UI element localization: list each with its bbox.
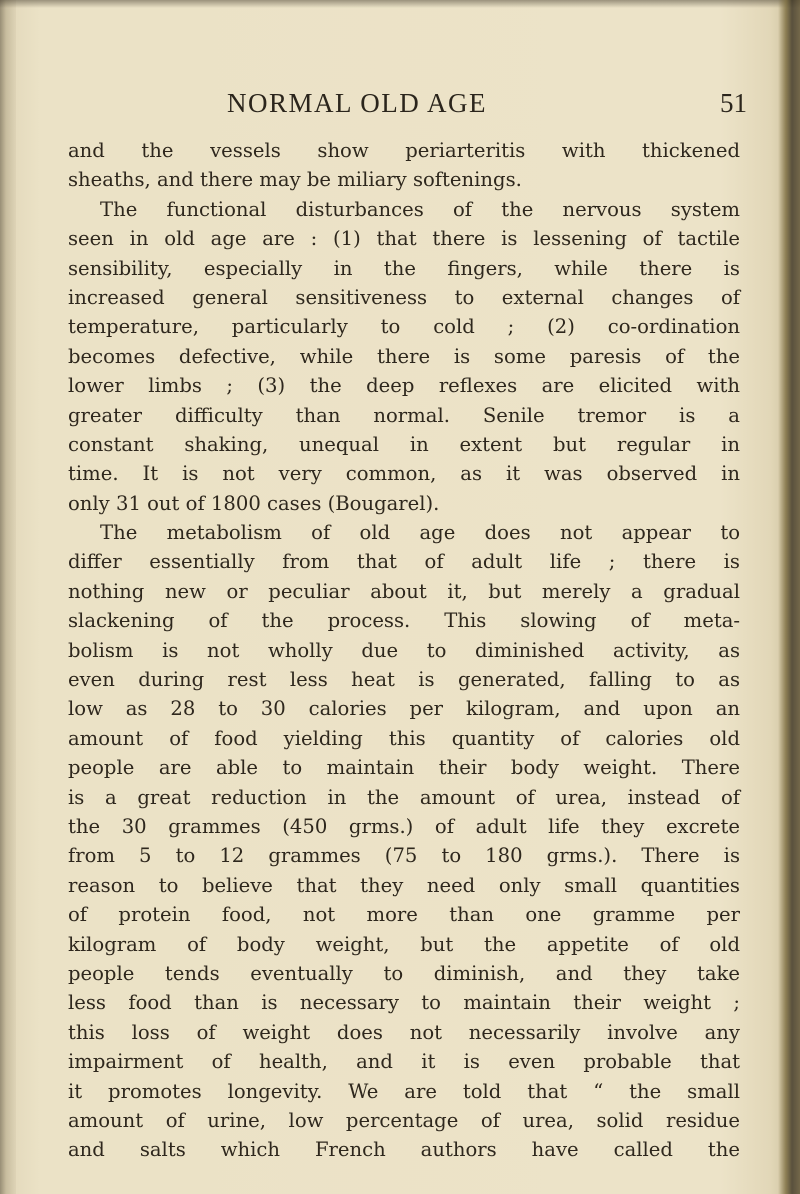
text-line: slackening of the process. This slowing of meta- <box>68 609 740 633</box>
text-line: amount of urine, low percentage of urea, solid residue <box>68 1108 740 1132</box>
text-line: sheaths, and there may be miliary softenings. <box>68 168 522 192</box>
text-line: this loss of weight does not necessarily involve any <box>68 1020 740 1044</box>
text-line: bolism is not wholly due to diminished activity, as <box>68 638 740 662</box>
text-line: time. It is not very common, as it was observed in <box>68 462 740 486</box>
page-top-shadow <box>0 0 800 8</box>
text-line: less food than is necessary to maintain their weight ; <box>68 991 740 1015</box>
text-line: increased general sensitiveness to external changes of <box>68 285 740 309</box>
text-line: differ essentially from that of adult life ; there is <box>68 550 740 574</box>
text-line: and salts which French authors have called the <box>68 1138 740 1162</box>
text-line: from 5 to 12 grammes (75 to 180 grms.). There is <box>68 844 740 868</box>
text-line: and the vessels show periarteritis with thickened <box>68 139 740 162</box>
text-line: becomes defective, while there is some paresis of the <box>68 344 740 368</box>
text-line: low as 28 to 30 calories per kilogram, and upon an <box>68 697 740 721</box>
text-line: kilogram of body weight, but the appetite of old <box>68 932 740 956</box>
page-edge-stain <box>778 0 800 1194</box>
page-gutter-shadow <box>0 0 16 1194</box>
text-line: is a great reduction in the amount of urea, instead of <box>68 785 740 809</box>
text-line: The functional disturbances of the nervous system <box>100 197 740 221</box>
text-line: only 31 out of 1800 cases (Bougarel). <box>68 491 440 515</box>
text-line: people are able to maintain their body weight. There <box>68 756 740 780</box>
text-line: people tends eventually to diminish, and they take <box>68 961 740 985</box>
body-text <box>68 136 740 1165</box>
text-line: seen in old age are : (1) that there is lessening of tactile <box>68 227 740 251</box>
text-line: impairment of health, and it is even probable that <box>68 1050 740 1074</box>
text-line: The metabolism of old age does not appear to <box>100 521 740 545</box>
text-line: the 30 grammes (450 grms.) of adult life they excrete <box>68 814 740 838</box>
text-line: temperature, particularly to cold ; (2) co-ordination <box>68 315 740 339</box>
page-number: 51 <box>720 88 747 118</box>
text-line: it promotes longevity. We are told that “ the small <box>68 1079 740 1103</box>
text-line: lower limbs ; (3) the deep reflexes are elicited with <box>68 374 740 398</box>
page-header <box>227 88 747 128</box>
text-line: constant shaking, unequal in extent but regular in <box>68 432 740 456</box>
text-line: greater difficulty than normal. Senile tremor is a <box>68 403 740 427</box>
text-line: even during rest less heat is generated, falling to as <box>68 668 740 692</box>
text-line: reason to believe that they need only small quantities <box>68 873 740 897</box>
text-line: sensibility, especially in the fingers, while there is <box>68 256 740 280</box>
text-line: amount of food yielding this quantity of calories old <box>68 726 740 750</box>
text-line: nothing new or peculiar about it, but merely a gradual <box>68 579 740 603</box>
running-title: NORMAL OLD AGE <box>227 88 487 118</box>
text-line: of protein food, not more than one gramme per <box>68 903 740 927</box>
